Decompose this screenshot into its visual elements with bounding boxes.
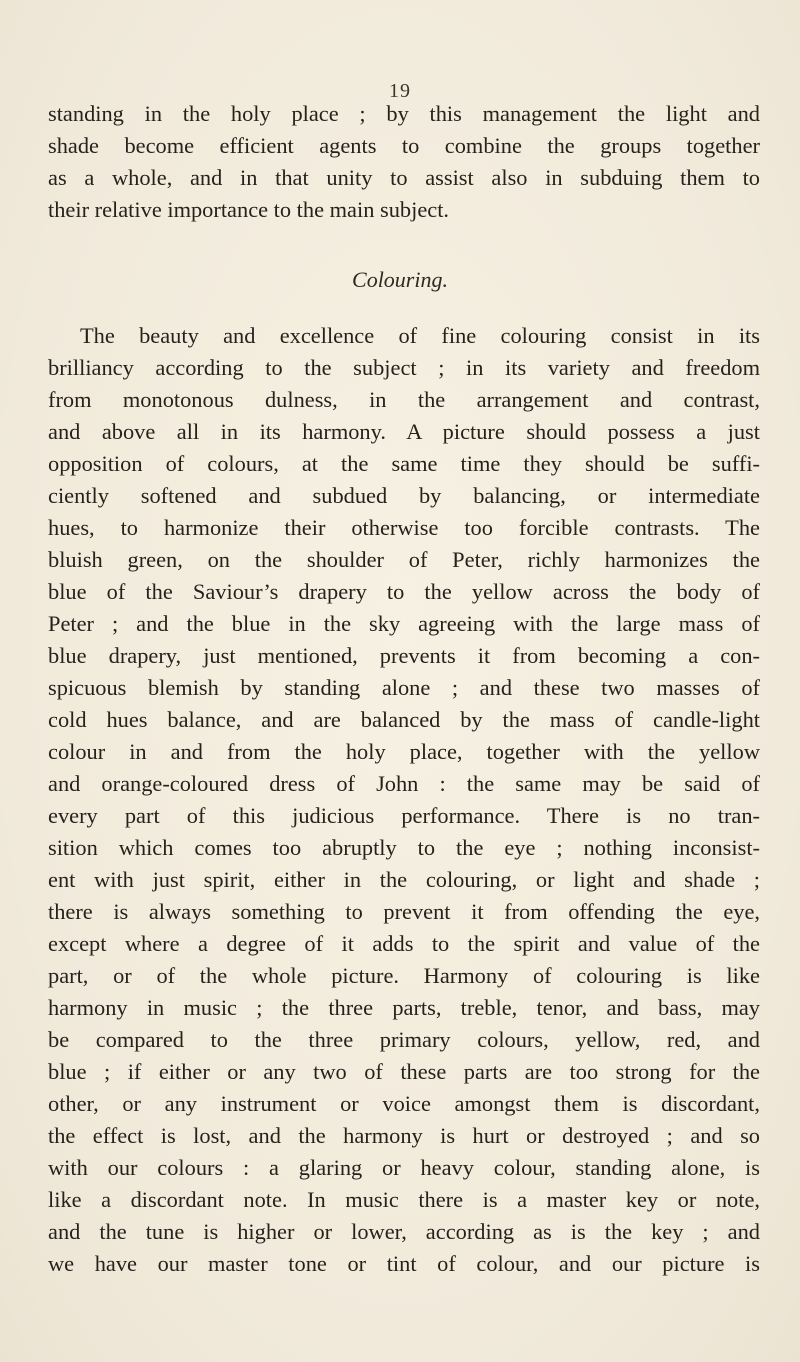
text-line: blue of the Saviour’s drapery to the yellow across the body of [48,579,760,604]
text-line: sition which comes too abruptly to the eye ; nothing inconsist- [48,835,760,860]
text-line: other, or any instrument or voice amongst them is discordant, [48,1091,760,1116]
text-line: every part of this judicious performance. There is no tran- [48,803,760,828]
page-number: 19 [389,80,411,102]
text-line: with our colours : a glaring or heavy colour, standing alone, is [48,1155,760,1180]
text-line: blue drapery, just mentioned, prevents it from becoming a con- [48,643,760,668]
text-line: blue ; if either or any two of these parts are too strong for the [48,1059,760,1084]
text-line: harmony in music ; the three parts, treble, tenor, and bass, may [48,995,760,1020]
text-line: and the tune is higher or lower, according as is the key ; and [48,1219,760,1244]
text-line: and above all in its harmony. A picture should possess a just [48,419,760,444]
text-line: from monotonous dulness, in the arrangement and contrast, [48,387,760,412]
text-line: part, or of the whole picture. Harmony of colouring is like [48,963,760,988]
text-line: and orange-coloured dress of John : the same may be said of [48,771,760,796]
text-line: there is always something to prevent it from offending the eye, [48,899,760,924]
text-line: except where a degree of it adds to the spirit and value of the [48,931,760,956]
text-line: colour in and from the holy place, together with the yellow [48,739,760,764]
text-line: spicuous blemish by standing alone ; and these two masses of [48,675,760,700]
text-line: The beauty and excellence of fine colouring consist in its [80,323,760,348]
text-line: as a whole, and in that unity to assist also in subduing them to [48,165,760,190]
text-line: opposition of colours, at the same time they should be suffi- [48,451,760,476]
text-line: hues, to harmonize their otherwise too forcible contrasts. The [48,515,760,540]
text-line: like a discordant note. In music there is a master key or note, [48,1187,760,1212]
text-line: the effect is lost, and the harmony is hurt or destroyed ; and so [48,1123,760,1148]
text-line: Peter ; and the blue in the sky agreeing with the large mass of [48,611,760,636]
text-line: bluish green, on the shoulder of Peter, richly harmonizes the [48,547,760,572]
text-line: cold hues balance, and are balanced by the mass of candle-light [48,707,760,732]
text-line: their relative importance to the main subject. [48,197,450,222]
text-line: ciently softened and subdued by balancing, or intermediate [48,483,760,508]
text-line: brilliancy according to the subject ; in its variety and freedom [48,355,760,380]
text-line: be compared to the three primary colours, yellow, red, and [48,1027,760,1052]
text-line: shade become efficient agents to combine the groups together [48,133,760,158]
text-line: standing in the holy place ; by this management the light and [48,101,760,126]
section-heading: Colouring. [352,267,448,292]
text-line: we have our master tone or tint of colour, and our picture is [48,1251,760,1276]
text-line: ent with just spirit, either in the colouring, or light and shade ; [48,867,760,892]
